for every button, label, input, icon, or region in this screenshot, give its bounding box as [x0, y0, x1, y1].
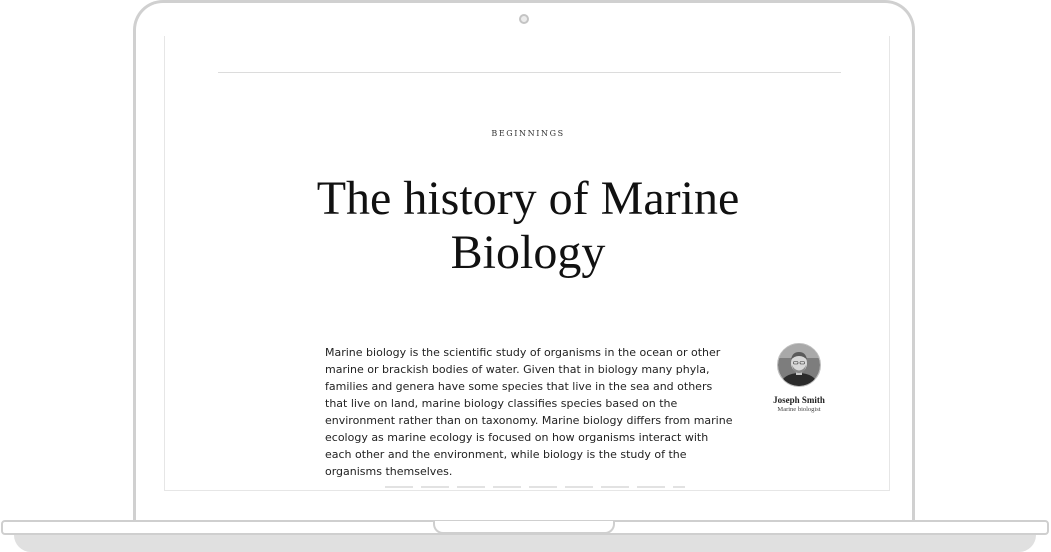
author-avatar[interactable] [777, 343, 821, 387]
next-paragraph-faded [385, 486, 685, 488]
laptop-hinge-notch [433, 521, 615, 534]
webcam-icon [519, 14, 529, 24]
article-body: Marine biology is the scientific study of organisms in the ocean or other marine or brackish bodies of water. Given that in biology many phyla, families and genera have some species that live in the sea and others that live on land, marine biology classifies species based on the environment rather than on taxonomy. Marine biology differs from marine ecology as marine ecology is focused on how organisms interact with each other and the environment, while biology is the study of the organisms themselves. [325, 346, 733, 478]
laptop-shadow [14, 535, 1036, 552]
author-role: Marine biologist [777, 406, 821, 413]
header-divider [218, 72, 841, 73]
article-title: The history of Marine Biology [316, 172, 740, 279]
article-category: BEGINNINGS [491, 129, 565, 138]
laptop-frame [133, 0, 915, 530]
author-name[interactable]: Joseph Smith [773, 395, 825, 405]
person-portrait-icon [778, 344, 820, 386]
laptop-screen [164, 36, 890, 491]
laptop-base [1, 520, 1049, 535]
author-card [761, 343, 837, 413]
